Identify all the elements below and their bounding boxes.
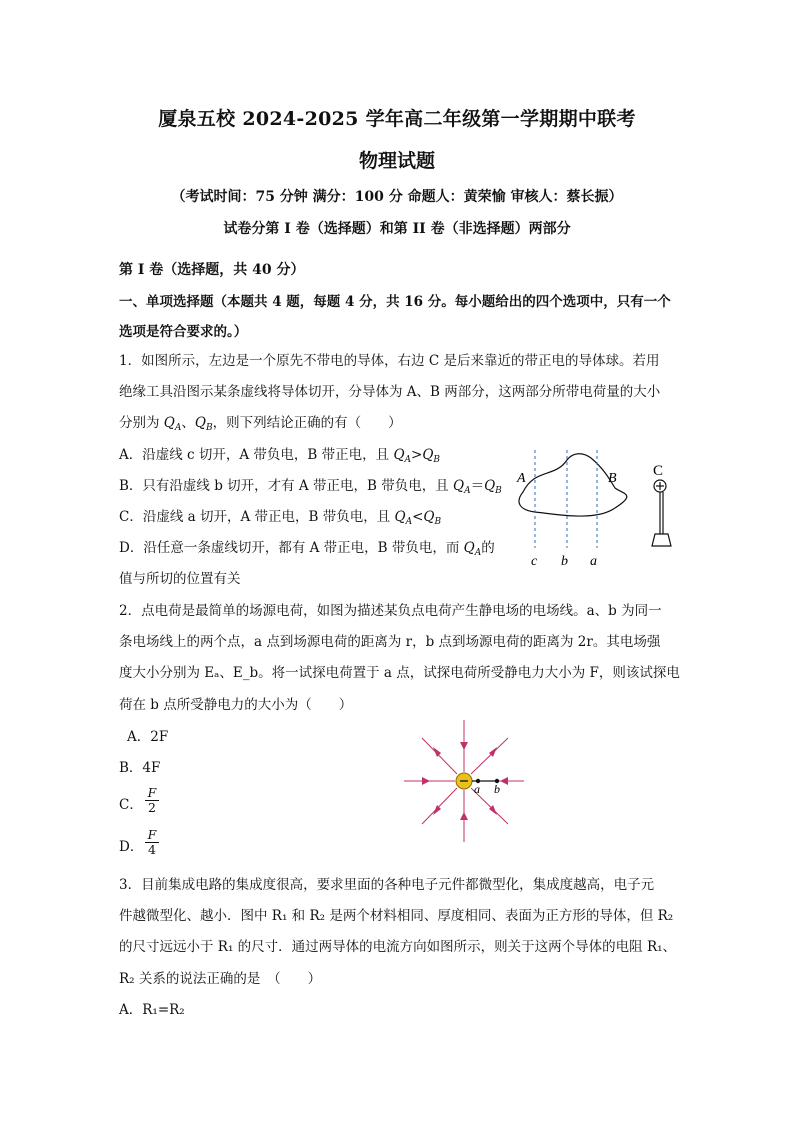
q2-option-d[interactable]: D．	[119, 839, 144, 855]
field-line-ll	[422, 788, 457, 824]
q1-line2: 绝缘工具沿图示某条虚线将导体切开，分导体为 A、B 两部分，这两部分所带电荷量的大小	[119, 384, 661, 400]
q1-option-b[interactable]: B．只有沿虚线 b 切开，才有 A 带正电，B 带负电，且 $Q_A=Q_B$	[119, 478, 502, 496]
q1-option-d-line2: 值与所切的位置有关	[119, 571, 241, 587]
q1-option-c[interactable]: C．沿虚线 a 切开，A 带正电，B 带负电，且 $Q_A<Q_B$	[119, 509, 442, 527]
label-c: c	[531, 554, 538, 569]
q2-field-lines-figure	[400, 720, 530, 845]
q3-line1: 3．目前集成电路的集成度很高，要求里面的各种电子元件都微型化，集成度越高，电子元	[119, 877, 655, 893]
q1-line3: 分别为 $Q_A$、$Q_B$，则下列结论正确的有（ ）	[119, 415, 402, 433]
q3-line4: R₂ 关系的说法正确的是 （ ）	[119, 971, 322, 987]
label-A: A	[517, 471, 526, 486]
q2-option-c[interactable]: C．	[119, 797, 143, 813]
q2-line1: 2．点电荷是最简单的场源电荷，如图为描述某负点电荷产生静电场的电场线。a、b 为同一	[119, 603, 662, 619]
part1-title: 第 I 卷（选择题，共 40 分）	[119, 262, 305, 278]
field-line-ul	[422, 738, 457, 774]
label-a: a	[590, 554, 597, 569]
q2-option-c-fraction: $\frac{F}{2}$	[145, 786, 159, 815]
q1-option-a[interactable]: A．沿虚线 c 切开，A 带负电，B 带正电，且 $Q_A>Q_B$	[119, 447, 441, 465]
q2-line2: 条电场线上的两个点，a 点到场源电荷的距离为 r，b 点到场源电荷的距离为 2r。其电场强	[119, 634, 661, 650]
field-line-ur	[471, 738, 508, 774]
q2-option-b[interactable]: B．4F	[119, 760, 161, 776]
q2-line4: 荷在 b 点所受静电力的大小为（ ）	[119, 697, 353, 713]
q3-line2: 件越微型化、越小．图中 R₁ 和 R₂ 是两个材料相同、厚度相同、表面为正方形的导体，但 R₂	[119, 908, 674, 924]
q3-option-a[interactable]: A．R₁=R₂	[119, 1002, 185, 1018]
q1-option-d[interactable]: D．沿任意一条虚线切开，都有 A 带正电，B 带负电，而 $Q_A$的	[119, 540, 495, 558]
q2-line3: 度大小分别为 Eₐ、E_b。将一试探电荷置于 a 点，试探电荷所受静电力大小为 F，则该试探电	[119, 665, 680, 681]
label-point-a: a	[474, 782, 480, 796]
q3-line3: 的尺寸远远小于 R₁ 的尺寸．通过两导体的电流方向如图所示，则关于这两个导体的电阻 R₁、	[119, 939, 677, 955]
section-instructions-line2: 选项是符合要求的。）	[119, 324, 248, 340]
q1-conductor-figure	[505, 450, 690, 575]
label-point-b: b	[494, 782, 500, 796]
label-b: b	[561, 554, 568, 569]
subject-title: 物理试题	[358, 150, 435, 172]
stand-base	[652, 534, 671, 546]
label-C: C	[653, 463, 664, 479]
q1-line1: 1．如图所示，左边是一个原先不带电的导体，右边 C 是后来靠近的带正电的导体球。若用	[119, 353, 660, 369]
label-B: B	[608, 471, 617, 486]
exam-title: 厦泉五校 2024-2025 学年高二年级第一学期期中联考	[158, 108, 636, 130]
exam-structure: 试卷分第 I 卷（选择题）和第 II 卷（非选择题）两部分	[223, 221, 571, 237]
exam-meta: （考试时间：75 分钟 满分：100 分 命题人：黄荣愉 审核人：蔡长振）	[171, 189, 623, 205]
section-instructions-line1: 一、单项选择题（本题共 4 题，每题 4 分，共 16 分。每小题给出的四个选项中，只有一个	[119, 294, 671, 310]
q2-option-d-fraction: $\frac{F}{4}$	[145, 828, 159, 857]
q2-option-a[interactable]: A．2F	[127, 729, 169, 745]
